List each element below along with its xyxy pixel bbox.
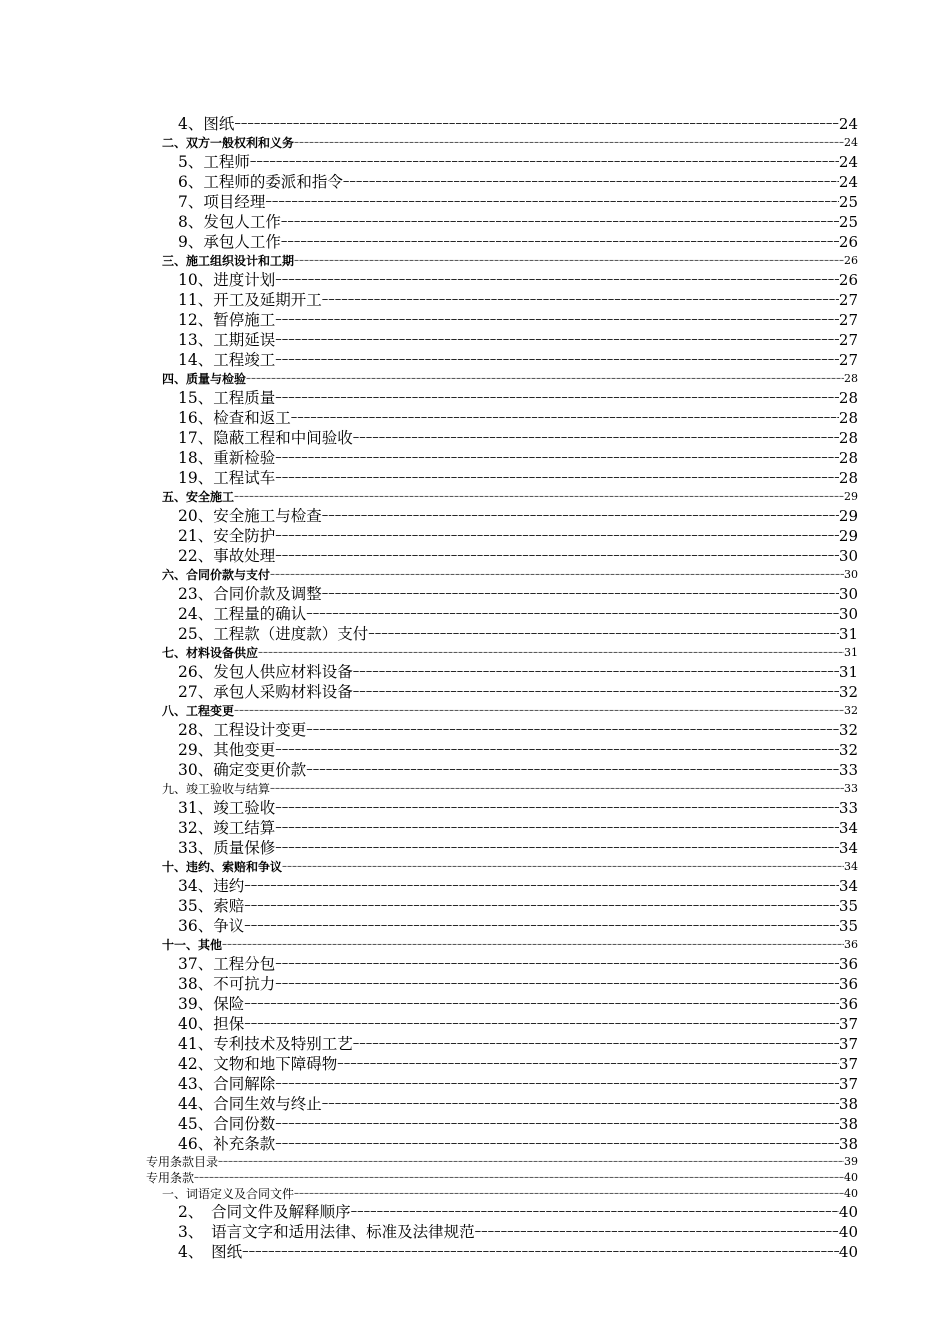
toc-page-number: 35 bbox=[838, 897, 858, 915]
toc-entry[interactable] bbox=[0, 408, 950, 428]
toc-page-number: 31 bbox=[838, 663, 858, 681]
toc-entry-label: 21、安全防护 bbox=[178, 527, 276, 545]
toc-entry-label: 46、补充条款 bbox=[178, 1135, 276, 1153]
toc-entry-label: 33、质量保修 bbox=[178, 839, 276, 857]
toc-page-number: 38 bbox=[838, 1115, 858, 1133]
toc-entry-label: 十、违约、索赔和争议 bbox=[162, 860, 283, 874]
toc-entry-label: 18、重新检验 bbox=[178, 449, 276, 467]
toc-page-number: 30 bbox=[838, 547, 858, 565]
toc-page-number: 37 bbox=[838, 1015, 858, 1033]
toc-entry[interactable] bbox=[0, 936, 950, 954]
toc-entry[interactable] bbox=[0, 1186, 950, 1202]
toc-page-number: 25 bbox=[838, 213, 858, 231]
toc-entry-label: 专用条款 bbox=[146, 1171, 195, 1185]
toc-entry[interactable] bbox=[0, 760, 950, 780]
toc-leader-line bbox=[353, 428, 839, 448]
toc-entry[interactable] bbox=[0, 662, 950, 682]
toc-leader-line bbox=[244, 896, 839, 916]
toc-entry[interactable] bbox=[0, 702, 950, 720]
toc-entry-label: 9、承包人工作 bbox=[178, 233, 281, 251]
toc-leader-line bbox=[222, 936, 844, 954]
toc-entry-label: 20、安全施工与检查 bbox=[178, 507, 322, 525]
toc-entry[interactable] bbox=[0, 838, 950, 858]
toc-entry-label: 五、安全施工 bbox=[162, 490, 235, 504]
toc-entry[interactable] bbox=[0, 152, 950, 172]
toc-leader-line bbox=[244, 876, 839, 896]
toc-page-number: 36 bbox=[838, 975, 858, 993]
toc-leader-line bbox=[353, 662, 839, 682]
toc-entry[interactable] bbox=[0, 448, 950, 468]
toc-page-number: 34 bbox=[838, 839, 858, 857]
toc-page-number: 27 bbox=[838, 311, 858, 329]
toc-entry-label: 36、争议 bbox=[178, 917, 245, 935]
toc-entry[interactable] bbox=[0, 1154, 950, 1170]
toc-entry-label: 27、承包人采购材料设备 bbox=[178, 683, 353, 701]
toc-entry-label: 八、工程变更 bbox=[162, 704, 235, 718]
toc-leader-line bbox=[275, 468, 839, 488]
toc-leader-line bbox=[218, 1154, 844, 1170]
toc-leader-line bbox=[275, 388, 839, 408]
toc-page-number: 27 bbox=[838, 331, 858, 349]
toc-entry[interactable] bbox=[0, 1170, 950, 1186]
toc-page-number: 40 bbox=[844, 1171, 858, 1184]
toc-page-number: 37 bbox=[838, 1055, 858, 1073]
toc-leader-line bbox=[244, 916, 839, 936]
toc-leader-line bbox=[322, 506, 839, 526]
toc-leader-line bbox=[275, 798, 839, 818]
toc-entry-label: 7、项目经理 bbox=[178, 193, 266, 211]
toc-page-number: 38 bbox=[838, 1135, 858, 1153]
toc-entry-label: 23、合同价款及调整 bbox=[178, 585, 322, 603]
toc-entry[interactable] bbox=[0, 310, 950, 330]
toc-leader-line bbox=[282, 858, 844, 876]
toc-page-number: 31 bbox=[844, 646, 858, 659]
toc-entry-label: 45、合同份数 bbox=[178, 1115, 276, 1133]
toc-page-number: 34 bbox=[838, 819, 858, 837]
toc-entry[interactable] bbox=[0, 1074, 950, 1094]
toc-entry[interactable] bbox=[0, 1094, 950, 1114]
toc-entry-label: 41、专利技术及特别工艺 bbox=[178, 1035, 353, 1053]
toc-page-number: 33 bbox=[844, 782, 858, 795]
toc-entry-label: 一、词语定义及合同文件 bbox=[162, 1187, 295, 1201]
toc-entry-label: 25、工程款（进度款）支付 bbox=[178, 625, 369, 643]
toc-leader-line bbox=[294, 252, 844, 270]
toc-page-number: 37 bbox=[838, 1075, 858, 1093]
toc-entry[interactable] bbox=[0, 1242, 950, 1262]
toc-page-number: 30 bbox=[844, 568, 858, 581]
toc-leader-line bbox=[322, 290, 839, 310]
toc-entry[interactable] bbox=[0, 546, 950, 566]
toc-page-number: 26 bbox=[844, 254, 858, 267]
toc-entry[interactable] bbox=[0, 1034, 950, 1054]
toc-entry-label: 15、工程质量 bbox=[178, 389, 276, 407]
toc-entry[interactable] bbox=[0, 114, 950, 134]
toc-entry-label: 34、违约 bbox=[178, 877, 245, 895]
toc-entry[interactable] bbox=[0, 252, 950, 270]
toc-leader-line bbox=[275, 310, 839, 330]
toc-entry[interactable] bbox=[0, 212, 950, 232]
toc-leader-line bbox=[275, 1114, 839, 1134]
toc-entry-label: 24、工程量的确认 bbox=[178, 605, 307, 623]
toc-leader-line bbox=[294, 1186, 844, 1202]
toc-entry-label: 十一、其他 bbox=[162, 938, 223, 952]
toc-entry[interactable] bbox=[0, 682, 950, 702]
toc-page-number: 39 bbox=[844, 1155, 858, 1168]
toc-leader-line bbox=[275, 546, 839, 566]
toc-page-number: 36 bbox=[838, 995, 858, 1013]
toc-leader-line bbox=[250, 152, 839, 172]
toc-leader-line bbox=[234, 488, 844, 506]
toc-entry[interactable] bbox=[0, 488, 950, 506]
toc-page-number: 32 bbox=[838, 721, 858, 739]
toc-leader-line bbox=[306, 720, 839, 740]
toc-leader-line bbox=[351, 1202, 839, 1222]
toc-entry-label: 二、双方一般权利和义务 bbox=[162, 136, 295, 150]
toc-entry[interactable] bbox=[0, 428, 950, 448]
toc-leader-line bbox=[322, 1094, 839, 1114]
toc-entry-label: 40、担保 bbox=[178, 1015, 245, 1033]
toc-entry-label: 2、 合同文件及解释顺序 bbox=[178, 1203, 351, 1221]
toc-page-number: 40 bbox=[838, 1243, 858, 1261]
toc-leader-line bbox=[275, 1134, 839, 1154]
toc-entry[interactable] bbox=[0, 232, 950, 252]
toc-entry-label: 三、施工组织设计和工期 bbox=[162, 254, 295, 268]
toc-entry[interactable] bbox=[0, 974, 950, 994]
toc-leader-line bbox=[234, 114, 839, 134]
toc-entry-label: 四、质量与检验 bbox=[162, 372, 247, 386]
toc-entry[interactable] bbox=[0, 1222, 950, 1242]
toc-leader-line bbox=[291, 408, 839, 428]
toc-page-number: 28 bbox=[838, 429, 858, 447]
toc-page-number: 26 bbox=[838, 233, 858, 251]
toc-entry[interactable] bbox=[0, 1134, 950, 1154]
toc-leader-line bbox=[194, 1170, 844, 1186]
toc-leader-line bbox=[353, 1034, 839, 1054]
toc-page-number: 38 bbox=[838, 1095, 858, 1113]
toc-page-number: 28 bbox=[844, 372, 858, 385]
toc-entry[interactable] bbox=[0, 818, 950, 838]
toc-entry-label: 14、工程竣工 bbox=[178, 351, 276, 369]
toc-entry-label: 28、工程设计变更 bbox=[178, 721, 307, 739]
toc-entry[interactable] bbox=[0, 916, 950, 936]
toc-entry-label: 32、竣工结算 bbox=[178, 819, 276, 837]
toc-entry[interactable] bbox=[0, 1014, 950, 1034]
toc-page-number: 34 bbox=[844, 860, 858, 873]
toc-page-number: 40 bbox=[838, 1203, 858, 1221]
toc-leader-line bbox=[275, 330, 839, 350]
toc-entry-label: 8、发包人工作 bbox=[178, 213, 281, 231]
toc-leader-line bbox=[275, 270, 839, 290]
toc-page-number: 25 bbox=[838, 193, 858, 211]
toc-entry-label: 七、材料设备供应 bbox=[162, 646, 259, 660]
toc-entry-label: 4、 图纸 bbox=[178, 1243, 243, 1261]
toc-page-number: 37 bbox=[838, 1035, 858, 1053]
toc-page-number: 31 bbox=[838, 625, 858, 643]
toc-leader-line bbox=[337, 1054, 839, 1074]
toc-entry[interactable] bbox=[0, 468, 950, 488]
toc-page-number: 33 bbox=[838, 761, 858, 779]
toc-entry-label: 六、合同价款与支付 bbox=[162, 568, 271, 582]
toc-entry[interactable] bbox=[0, 624, 950, 644]
toc-leader-line bbox=[275, 838, 839, 858]
toc-page-number: 35 bbox=[838, 917, 858, 935]
toc-entry[interactable] bbox=[0, 388, 950, 408]
toc-entry[interactable] bbox=[0, 134, 950, 152]
toc-entry-label: 3、 语言文字和适用法律、标准及法律规范 bbox=[178, 1223, 475, 1241]
toc-entry-label: 30、确定变更价款 bbox=[178, 761, 307, 779]
toc-entry-label: 4、图纸 bbox=[178, 115, 235, 133]
toc-entry-label: 6、工程师的委派和指令 bbox=[178, 173, 343, 191]
toc-entry[interactable] bbox=[0, 720, 950, 740]
toc-page-number: 40 bbox=[838, 1223, 858, 1241]
toc-leader-line bbox=[258, 644, 844, 662]
toc-page-number: 32 bbox=[838, 741, 858, 759]
toc-leader-line bbox=[244, 1014, 839, 1034]
toc-leader-line bbox=[368, 624, 839, 644]
toc-page-number: 29 bbox=[838, 507, 858, 525]
toc-page-number: 30 bbox=[838, 605, 858, 623]
toc-page-number: 26 bbox=[838, 271, 858, 289]
toc-leader-line bbox=[275, 448, 839, 468]
toc-leader-line bbox=[275, 526, 839, 546]
toc-leader-line bbox=[294, 134, 844, 152]
toc-entry[interactable] bbox=[0, 1114, 950, 1134]
toc-leader-line bbox=[275, 818, 839, 838]
toc-entry[interactable] bbox=[0, 1054, 950, 1074]
toc-entry[interactable] bbox=[0, 192, 950, 212]
toc-leader-line bbox=[275, 350, 839, 370]
toc-entry-label: 44、合同生效与终止 bbox=[178, 1095, 322, 1113]
toc-entry[interactable] bbox=[0, 290, 950, 310]
toc-leader-line bbox=[281, 232, 839, 252]
toc-leader-line bbox=[475, 1222, 839, 1242]
toc-entry[interactable] bbox=[0, 172, 950, 192]
toc-leader-line bbox=[275, 1074, 839, 1094]
toc-page-number: 24 bbox=[838, 153, 858, 171]
toc-entry[interactable] bbox=[0, 330, 950, 350]
toc-leader-line bbox=[275, 974, 839, 994]
toc-leader-line bbox=[270, 780, 844, 798]
toc-entry-label: 26、发包人供应材料设备 bbox=[178, 663, 353, 681]
toc-entry[interactable] bbox=[0, 798, 950, 818]
toc-page-number: 28 bbox=[838, 389, 858, 407]
toc-entry-label: 19、工程试车 bbox=[178, 469, 276, 487]
toc-entry[interactable] bbox=[0, 370, 950, 388]
toc-entry-label: 31、竣工验收 bbox=[178, 799, 276, 817]
toc-entry[interactable] bbox=[0, 584, 950, 604]
toc-entry-label: 42、文物和地下障碍物 bbox=[178, 1055, 338, 1073]
toc-page-number: 28 bbox=[838, 409, 858, 427]
toc-leader-line bbox=[343, 172, 839, 192]
toc-page-number: 28 bbox=[838, 449, 858, 467]
toc-page-number: 30 bbox=[838, 585, 858, 603]
toc-entry[interactable] bbox=[0, 270, 950, 290]
table-of-contents bbox=[0, 114, 950, 1262]
toc-entry[interactable] bbox=[0, 858, 950, 876]
toc-page-number: 24 bbox=[844, 136, 858, 149]
toc-entry[interactable] bbox=[0, 604, 950, 624]
toc-leader-line bbox=[265, 192, 839, 212]
toc-leader-line bbox=[244, 994, 839, 1014]
toc-page-number: 32 bbox=[838, 683, 858, 701]
toc-entry-label: 35、索赔 bbox=[178, 897, 245, 915]
toc-entry[interactable] bbox=[0, 994, 950, 1014]
toc-entry[interactable] bbox=[0, 506, 950, 526]
toc-entry-label: 11、开工及延期开工 bbox=[178, 291, 322, 309]
toc-entry-label: 39、保险 bbox=[178, 995, 245, 1013]
toc-leader-line bbox=[353, 682, 839, 702]
toc-page-number: 32 bbox=[844, 704, 858, 717]
toc-leader-line bbox=[306, 760, 839, 780]
toc-page-number: 29 bbox=[838, 527, 858, 545]
toc-page-number: 24 bbox=[838, 173, 858, 191]
toc-page-number: 36 bbox=[844, 938, 858, 951]
toc-entry-label: 12、暂停施工 bbox=[178, 311, 276, 329]
toc-leader-line bbox=[270, 566, 844, 584]
toc-entry[interactable] bbox=[0, 896, 950, 916]
toc-leader-line bbox=[281, 212, 839, 232]
toc-entry[interactable] bbox=[0, 526, 950, 546]
toc-leader-line bbox=[242, 1242, 839, 1262]
toc-entry-label: 37、工程分包 bbox=[178, 955, 276, 973]
toc-leader-line bbox=[234, 702, 844, 720]
toc-entry-label: 29、其他变更 bbox=[178, 741, 276, 759]
toc-entry[interactable] bbox=[0, 1202, 950, 1222]
toc-leader-line bbox=[275, 954, 839, 974]
toc-page-number: 27 bbox=[838, 291, 858, 309]
toc-entry-label: 16、检查和返工 bbox=[178, 409, 291, 427]
toc-entry[interactable] bbox=[0, 350, 950, 370]
toc-entry-label: 38、不可抗力 bbox=[178, 975, 276, 993]
toc-page-number: 36 bbox=[838, 955, 858, 973]
toc-page-number: 34 bbox=[838, 877, 858, 895]
toc-entry[interactable] bbox=[0, 740, 950, 760]
toc-leader-line bbox=[246, 370, 844, 388]
toc-entry-label: 17、隐蔽工程和中间验收 bbox=[178, 429, 353, 447]
toc-leader-line bbox=[322, 584, 839, 604]
toc-entry-label: 专用条款目录 bbox=[146, 1155, 219, 1169]
toc-leader-line bbox=[306, 604, 839, 624]
toc-leader-line bbox=[275, 740, 839, 760]
toc-page-number: 24 bbox=[838, 115, 858, 133]
toc-entry-label: 43、合同解除 bbox=[178, 1075, 276, 1093]
toc-page-number: 29 bbox=[844, 490, 858, 503]
toc-entry-label: 13、工期延误 bbox=[178, 331, 276, 349]
toc-entry[interactable] bbox=[0, 876, 950, 896]
toc-entry[interactable] bbox=[0, 780, 950, 798]
toc-entry[interactable] bbox=[0, 566, 950, 584]
toc-entry-label: 5、工程师 bbox=[178, 153, 250, 171]
toc-entry[interactable] bbox=[0, 644, 950, 662]
toc-page-number: 33 bbox=[838, 799, 858, 817]
toc-page-number: 27 bbox=[838, 351, 858, 369]
toc-entry[interactable] bbox=[0, 954, 950, 974]
toc-page-number: 40 bbox=[844, 1187, 858, 1200]
toc-page-number: 28 bbox=[838, 469, 858, 487]
toc-entry-label: 10、进度计划 bbox=[178, 271, 276, 289]
toc-entry-label: 九、竣工验收与结算 bbox=[162, 782, 271, 796]
toc-entry-label: 22、事故处理 bbox=[178, 547, 276, 565]
